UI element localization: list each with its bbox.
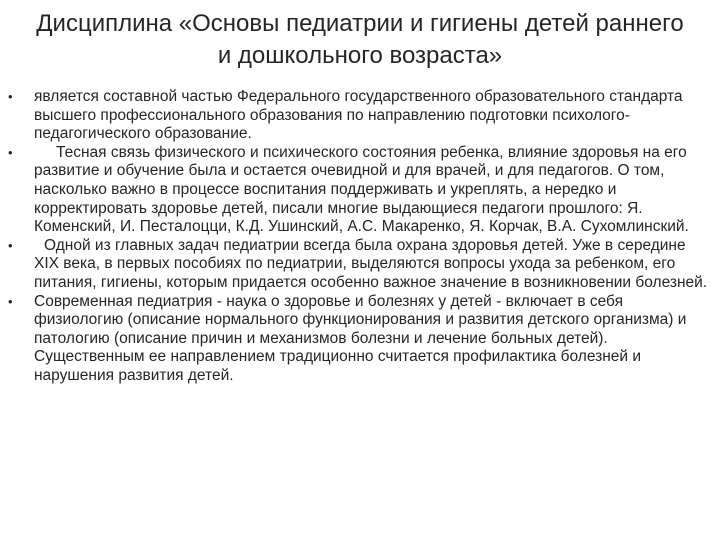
bullet-dot-icon: • [8,237,13,253]
bullet-text-2: Тесная связь физического и психического состояния ребенка, влияние здоровья на его развитие и обучение была и остается очевидной и для врачей, и для педагогов. О том, насколько важно в процессе воспитания поддерживать и укреплять, а нередко и корректировать здоровье детей, писали многие выдающиеся педагоги прошлого: Я. Коменский, И. Песталоцци, К.Д. Ушинский, А.С. Макаренко, Я. Корчак, В.А. Сухомлинский. [34,143,689,236]
bullet-list [6,88,714,386]
bullet-dot-icon: • [8,293,13,309]
title-line-1: Дисциплина «Основы педиатрии и гигиены детей раннего [36,10,684,37]
bullet-dot-icon: • [8,144,13,160]
bullet-item-4 [6,293,714,386]
bullet-text-3: Одной из главных задач педиатрии всегда была охрана здоровья детей. Уже в середине XIX века, в первых пособиях по педиатрии, выделяются вопросы ухода за ребенком, его питания, гигиены, которым придается особенно важное значение в возникновении болезней. [34,236,708,291]
title-line-2: и дошкольного возраста» [217,42,503,69]
slide-title [0,8,720,72]
bullet-item-3 [6,237,714,293]
bullet-text-4: Современная педиатрия - наука о здоровье и болезнях у детей - включает в себя физиологию (описание нормального функционирования и развития детского организма) и патологию (описание причин и механизмов болезни и лечение больных детей). Существенным ее направлением традиционно считается профилактика болезней и нарушения развития детей. [34,292,687,384]
bullet-dot-icon: • [8,89,13,104]
bullet-item-1 [6,88,714,144]
bullet-item-2 [6,144,714,237]
bullet-text-1: является составной частью Федерального государственного образовательного стандарта высшего профессионального образования по направлению подготовки психолого-педагогического образование. [34,88,683,143]
